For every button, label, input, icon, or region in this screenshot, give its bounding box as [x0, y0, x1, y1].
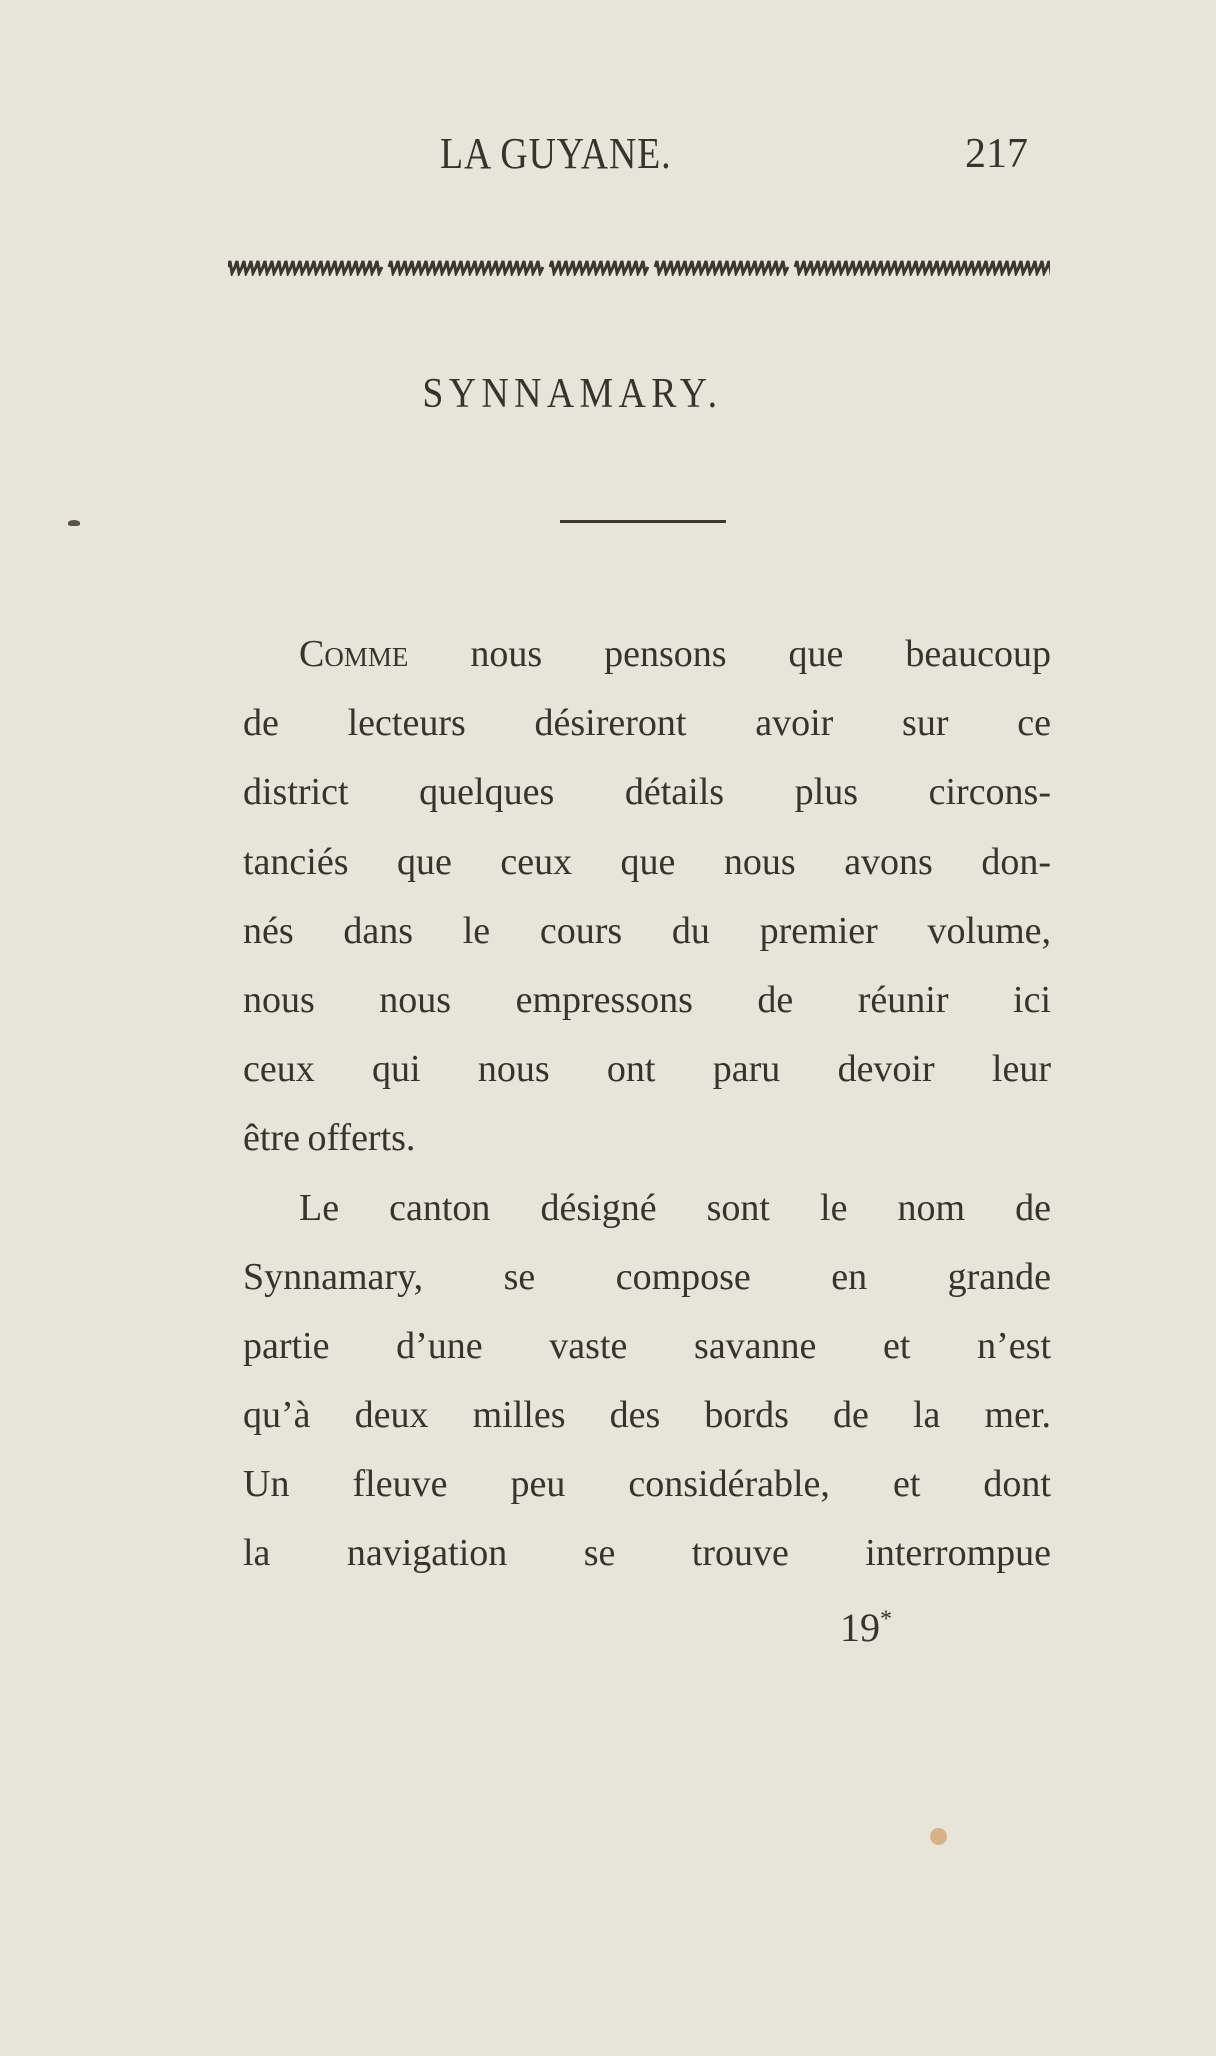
text-line: Le canton désigné sont le nom de — [299, 1186, 1051, 1229]
section-divider — [560, 520, 726, 523]
ornamental-rule — [228, 258, 1050, 276]
signature-mark: 19* — [840, 1605, 892, 1650]
text-line: Un fleuve peu considérable, et dont — [243, 1463, 1051, 1506]
text-line: partie d’une vaste savanne et n’est — [243, 1324, 1051, 1367]
text-line: être offerts. — [243, 1117, 416, 1160]
running-title: LA GUYANE. — [440, 129, 672, 178]
paper-stain — [930, 1828, 947, 1845]
text-line: Comme nous pensons que beaucoup — [299, 633, 1051, 675]
body-text — [243, 620, 1051, 1589]
text-line: ceux qui nous ont paru devoir leur — [243, 1048, 1051, 1091]
text-line: qu’à deux milles des bords de la mer. — [243, 1394, 1051, 1437]
text-line: nous nous empressons de réunir ici — [243, 978, 1051, 1021]
text-line: tanciés que ceux que nous avons don- — [243, 840, 1051, 883]
page-number: 217 — [965, 131, 1028, 177]
text-line: nés dans le cours du premier volume, — [243, 909, 1051, 952]
text-line: la navigation se trouve interrompue — [243, 1532, 1051, 1575]
text-line: district quelques détails plus circons- — [243, 771, 1051, 814]
text-line: Synnamary, se compose en grande — [243, 1255, 1051, 1298]
text-line: de lecteurs désireront avoir sur ce — [243, 702, 1051, 745]
lead-word: Comme — [299, 633, 409, 675]
ink-speck — [68, 520, 80, 526]
section-title: SYNNAMARY. — [422, 371, 723, 417]
